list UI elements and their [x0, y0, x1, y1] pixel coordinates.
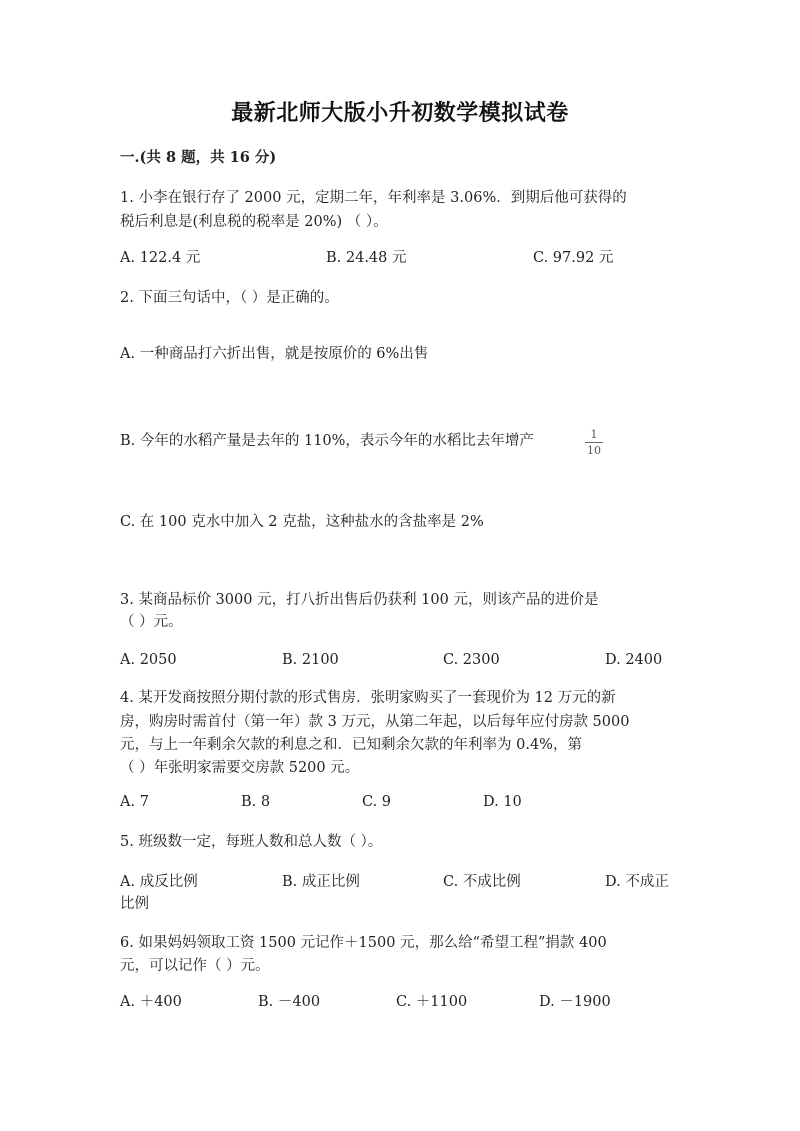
question-6-line-1: 6. 如果妈妈领取工资 1500 元记作＋1500 元，那么给“希望工程”捐款 400: [120, 935, 607, 951]
fraction-denominator: 10: [587, 444, 601, 457]
question-6-line-2: 元，可以记作（ ）元。: [120, 958, 270, 974]
question-4-line-4: （ ）年张明家需要交房款 5200 元。: [120, 760, 360, 776]
fraction-bar: [585, 442, 603, 443]
question-5-option-d-wrap: 比例: [120, 896, 149, 912]
question-5-option-c: C. 不成比例: [443, 874, 521, 890]
page-title: 最新北师大版小升初数学模拟试卷: [231, 100, 569, 126]
question-1-line-2: 税后利息是(利息税的税率是 20%) （ ）。: [120, 214, 388, 230]
question-6-option-b: B. －400: [258, 994, 321, 1010]
question-1-option-c: C. 97.92 元: [533, 250, 614, 266]
question-3-line-1: 3. 某商品标价 3000 元，打八折出售后仍获利 100 元，则该产品的进价是: [120, 592, 599, 608]
question-2-option-b: B. 今年的水稻产量是去年的 110%，表示今年的水稻比去年增产: [120, 433, 534, 449]
question-4-option-d: D. 10: [483, 794, 522, 810]
question-2-option-a: A. 一种商品打六折出售，就是按原价的 6%出售: [120, 346, 429, 362]
question-4-option-a: A. 7: [120, 794, 149, 810]
question-5-option-d: D. 不成正: [605, 874, 669, 890]
section-header: 一.(共 8 题，共 16 分): [120, 149, 277, 166]
question-6-option-a: A. ＋400: [120, 994, 182, 1010]
question-1-line-1: 1. 小李在银行存了 2000 元，定期二年，年利率是 3.06%．到期后他可获得的: [120, 190, 627, 206]
question-1-option-b: B. 24.48 元: [326, 250, 407, 266]
question-4-line-3: 元，与上一年剩余欠款的利息之和．已知剩余欠款的年利率为 0.4%，第: [120, 737, 582, 753]
question-2-option-c: C. 在 100 克水中加入 2 克盐，这种盐水的含盐率是 2%: [120, 514, 484, 530]
fraction-one-tenth: [582, 428, 606, 457]
question-5-option-b: B. 成正比例: [282, 874, 360, 890]
question-4-line-1: 4. 某开发商按照分期付款的形式售房．张明家购买了一套现价为 12 万元的新: [120, 690, 616, 706]
question-3-line-2: （ ）元。: [120, 614, 183, 630]
question-3-option-b: B. 2100: [282, 652, 339, 668]
question-4-line-2: 房，购房时需首付（第一年）款 3 万元，从第二年起，以后每年应付房款 5000: [120, 714, 630, 730]
question-6-option-c: C. ＋1100: [396, 994, 468, 1010]
question-3-option-c: C. 2300: [443, 652, 500, 668]
question-5-option-a: A. 成反比例: [120, 874, 198, 890]
question-4-option-c: C. 9: [362, 794, 392, 810]
question-1-option-a: A. 122.4 元: [120, 250, 201, 266]
question-3-option-d: D. 2400: [605, 652, 663, 668]
question-5-line-1: 5. 班级数一定，每班人数和总人数（ ）。: [120, 834, 383, 850]
question-6-option-d: D. －1900: [539, 994, 611, 1010]
fraction-numerator: 1: [590, 428, 598, 441]
question-4-option-b: B. 8: [241, 794, 271, 810]
question-3-option-a: A. 2050: [120, 652, 177, 668]
question-2-line-1: 2. 下面三句话中，（ ）是正确的。: [120, 290, 339, 306]
